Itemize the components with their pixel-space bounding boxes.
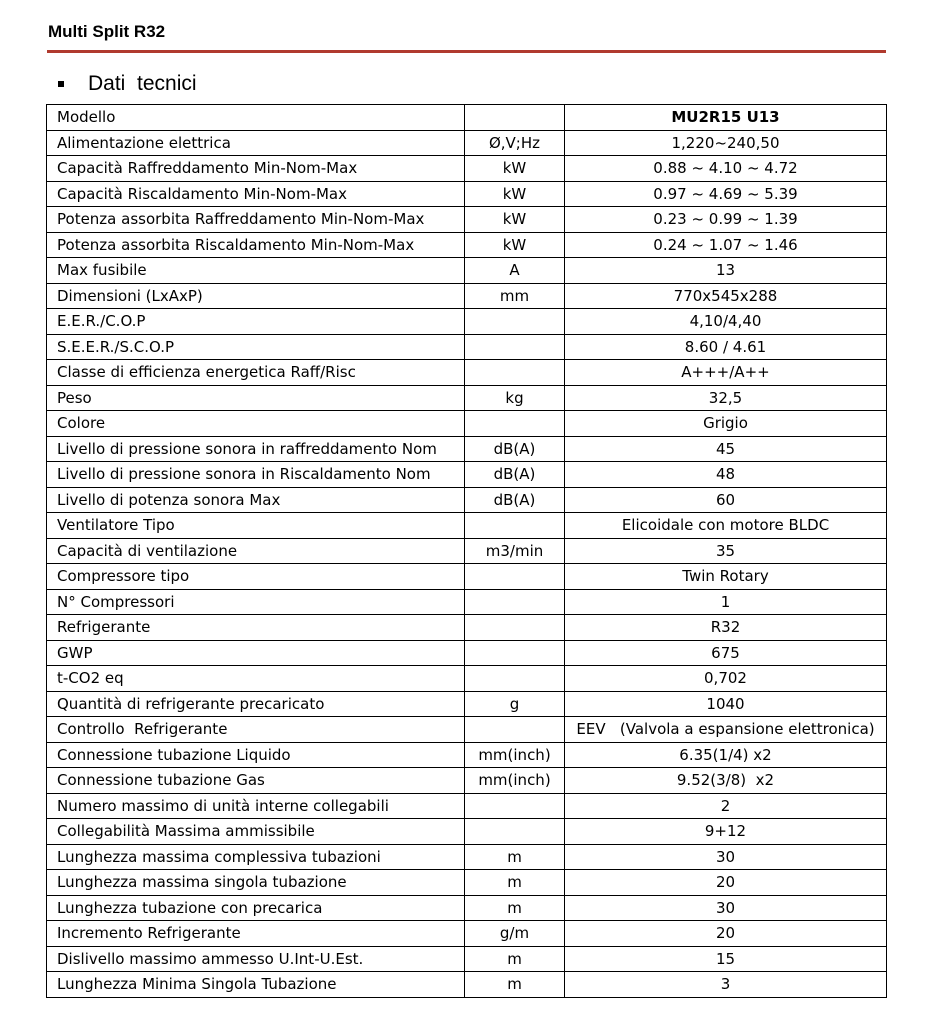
spec-unit (465, 819, 565, 845)
spec-value: 1,220~240,50 (565, 130, 887, 156)
spec-unit: m (465, 946, 565, 972)
table-row (47, 156, 887, 182)
spec-label: Lunghezza massima complessiva tubazioni (47, 844, 465, 870)
spec-unit: dB(A) (465, 462, 565, 488)
spec-label: Incremento Refrigerante (47, 921, 465, 947)
table-row (47, 972, 887, 998)
spec-unit: m (465, 870, 565, 896)
table-row (47, 334, 887, 360)
spec-value: 1040 (565, 691, 887, 717)
spec-unit: kg (465, 385, 565, 411)
spec-label: Potenza assorbita Raffreddamento Min-Nom-Max (47, 207, 465, 233)
spec-value: Twin Rotary (565, 564, 887, 590)
table-row (47, 895, 887, 921)
spec-unit (465, 717, 565, 743)
spec-label: N° Compressori (47, 589, 465, 615)
spec-value: 0.24 ~ 1.07 ~ 1.46 (565, 232, 887, 258)
table-row (47, 436, 887, 462)
spec-value: 4,10/4,40 (565, 309, 887, 335)
spec-value: EEV (Valvola a espansione elettronica) (565, 717, 887, 743)
spec-label: t-CO2 eq (47, 666, 465, 692)
spec-unit: m (465, 972, 565, 998)
table-row (47, 385, 887, 411)
spec-table-body (47, 105, 887, 998)
spec-value: 20 (565, 921, 887, 947)
table-row (47, 487, 887, 513)
table-row (47, 462, 887, 488)
spec-label: Capacità Riscaldamento Min-Nom-Max (47, 181, 465, 207)
section-title: Dati tecnici (88, 72, 197, 95)
bullet-icon (58, 81, 64, 87)
spec-label: Lunghezza tubazione con precarica (47, 895, 465, 921)
spec-label: Capacità di ventilazione (47, 538, 465, 564)
spec-unit: kW (465, 156, 565, 182)
spec-unit (465, 334, 565, 360)
table-row (47, 921, 887, 947)
spec-value: 1 (565, 589, 887, 615)
spec-label: Quantità di refrigerante precaricato (47, 691, 465, 717)
table-row (47, 589, 887, 615)
spec-label: Dimensioni (LxAxP) (47, 283, 465, 309)
spec-unit: m (465, 844, 565, 870)
table-row (47, 564, 887, 590)
spec-value: 3 (565, 972, 887, 998)
table-row (47, 768, 887, 794)
spec-value: A+++/A++ (565, 360, 887, 386)
spec-value: Elicoidale con motore BLDC (565, 513, 887, 539)
spec-unit: m (465, 895, 565, 921)
table-row (47, 513, 887, 539)
spec-unit (465, 589, 565, 615)
spec-value: 9.52(3/8) x2 (565, 768, 887, 794)
spec-unit: dB(A) (465, 436, 565, 462)
spec-unit: dB(A) (465, 487, 565, 513)
spec-unit (465, 640, 565, 666)
table-row (47, 640, 887, 666)
spec-label: Max fusibile (47, 258, 465, 284)
table-row (47, 691, 887, 717)
spec-unit: Ø,V;Hz (465, 130, 565, 156)
spec-value: 0.23 ~ 0.99 ~ 1.39 (565, 207, 887, 233)
spec-unit (465, 411, 565, 437)
table-row (47, 819, 887, 845)
table-row (47, 360, 887, 386)
section-heading (58, 72, 197, 96)
spec-label: Colore (47, 411, 465, 437)
table-row (47, 742, 887, 768)
table-row (47, 538, 887, 564)
spec-value: 6.35(1/4) x2 (565, 742, 887, 768)
spec-value: 32,5 (565, 385, 887, 411)
table-row (47, 309, 887, 335)
table-row (47, 717, 887, 743)
spec-unit: g/m (465, 921, 565, 947)
spec-unit: A (465, 258, 565, 284)
table-row (47, 946, 887, 972)
spec-label: Classe di efficienza energetica Raff/Risc (47, 360, 465, 386)
spec-unit (465, 564, 565, 590)
spec-value: 15 (565, 946, 887, 972)
spec-label: Collegabilità Massima ammissibile (47, 819, 465, 845)
spec-value: 13 (565, 258, 887, 284)
spec-value: 48 (565, 462, 887, 488)
title-divider (47, 50, 886, 53)
spec-value: 770x545x288 (565, 283, 887, 309)
spec-label: Controllo Refrigerante (47, 717, 465, 743)
spec-label: Livello di pressione sonora in raffreddamento Nom (47, 436, 465, 462)
spec-label: Lunghezza massima singola tubazione (47, 870, 465, 896)
spec-unit: mm(inch) (465, 768, 565, 794)
spec-label: Alimentazione elettrica (47, 130, 465, 156)
spec-label: Refrigerante (47, 615, 465, 641)
table-row (47, 283, 887, 309)
spec-value: 8.60 / 4.61 (565, 334, 887, 360)
spec-unit (465, 793, 565, 819)
spec-value: 30 (565, 895, 887, 921)
spec-value: 60 (565, 487, 887, 513)
spec-label: Modello (47, 105, 465, 131)
spec-unit: mm (465, 283, 565, 309)
table-row (47, 844, 887, 870)
spec-unit: kW (465, 181, 565, 207)
spec-value: 0.97 ~ 4.69 ~ 5.39 (565, 181, 887, 207)
spec-unit (465, 513, 565, 539)
spec-value: 9+12 (565, 819, 887, 845)
spec-label: Livello di pressione sonora in Riscaldamento Nom (47, 462, 465, 488)
spec-unit: g (465, 691, 565, 717)
spec-label: Potenza assorbita Riscaldamento Min-Nom-Max (47, 232, 465, 258)
table-row (47, 207, 887, 233)
spec-label: Connessione tubazione Gas (47, 768, 465, 794)
spec-value: 45 (565, 436, 887, 462)
table-row (47, 870, 887, 896)
spec-unit: m3/min (465, 538, 565, 564)
spec-value: R32 (565, 615, 887, 641)
document-title: Multi Split R32 (48, 22, 166, 41)
table-row (47, 130, 887, 156)
spec-label: Capacità Raffreddamento Min-Nom-Max (47, 156, 465, 182)
spec-unit (465, 666, 565, 692)
spec-unit (465, 105, 565, 131)
spec-unit (465, 360, 565, 386)
spec-label: Dislivello massimo ammesso U.Int-U.Est. (47, 946, 465, 972)
spec-label: Connessione tubazione Liquido (47, 742, 465, 768)
spec-value: 675 (565, 640, 887, 666)
table-row (47, 666, 887, 692)
spec-unit: mm(inch) (465, 742, 565, 768)
table-row (47, 793, 887, 819)
spec-value: 35 (565, 538, 887, 564)
spec-value: 0.88 ~ 4.10 ~ 4.72 (565, 156, 887, 182)
spec-unit (465, 309, 565, 335)
spec-value: 2 (565, 793, 887, 819)
spec-unit (465, 615, 565, 641)
spec-unit: kW (465, 232, 565, 258)
spec-label: Livello di potenza sonora Max (47, 487, 465, 513)
spec-label: Numero massimo di unità interne collegabili (47, 793, 465, 819)
table-row (47, 105, 887, 131)
spec-label: E.E.R./C.O.P (47, 309, 465, 335)
spec-value: 0,702 (565, 666, 887, 692)
table-row (47, 411, 887, 437)
spec-label: S.E.E.R./S.C.O.P (47, 334, 465, 360)
spec-label: Compressore tipo (47, 564, 465, 590)
table-row (47, 615, 887, 641)
spec-value: 20 (565, 870, 887, 896)
spec-value: 30 (565, 844, 887, 870)
spec-label: Ventilatore Tipo (47, 513, 465, 539)
spec-value: Grigio (565, 411, 887, 437)
spec-label: Lunghezza Minima Singola Tubazione (47, 972, 465, 998)
spec-label: GWP (47, 640, 465, 666)
table-row (47, 181, 887, 207)
spec-unit: kW (465, 207, 565, 233)
spec-value: MU2R15 U13 (565, 105, 887, 131)
table-row (47, 258, 887, 284)
spec-label: Peso (47, 385, 465, 411)
spec-table (46, 104, 887, 998)
table-row (47, 232, 887, 258)
